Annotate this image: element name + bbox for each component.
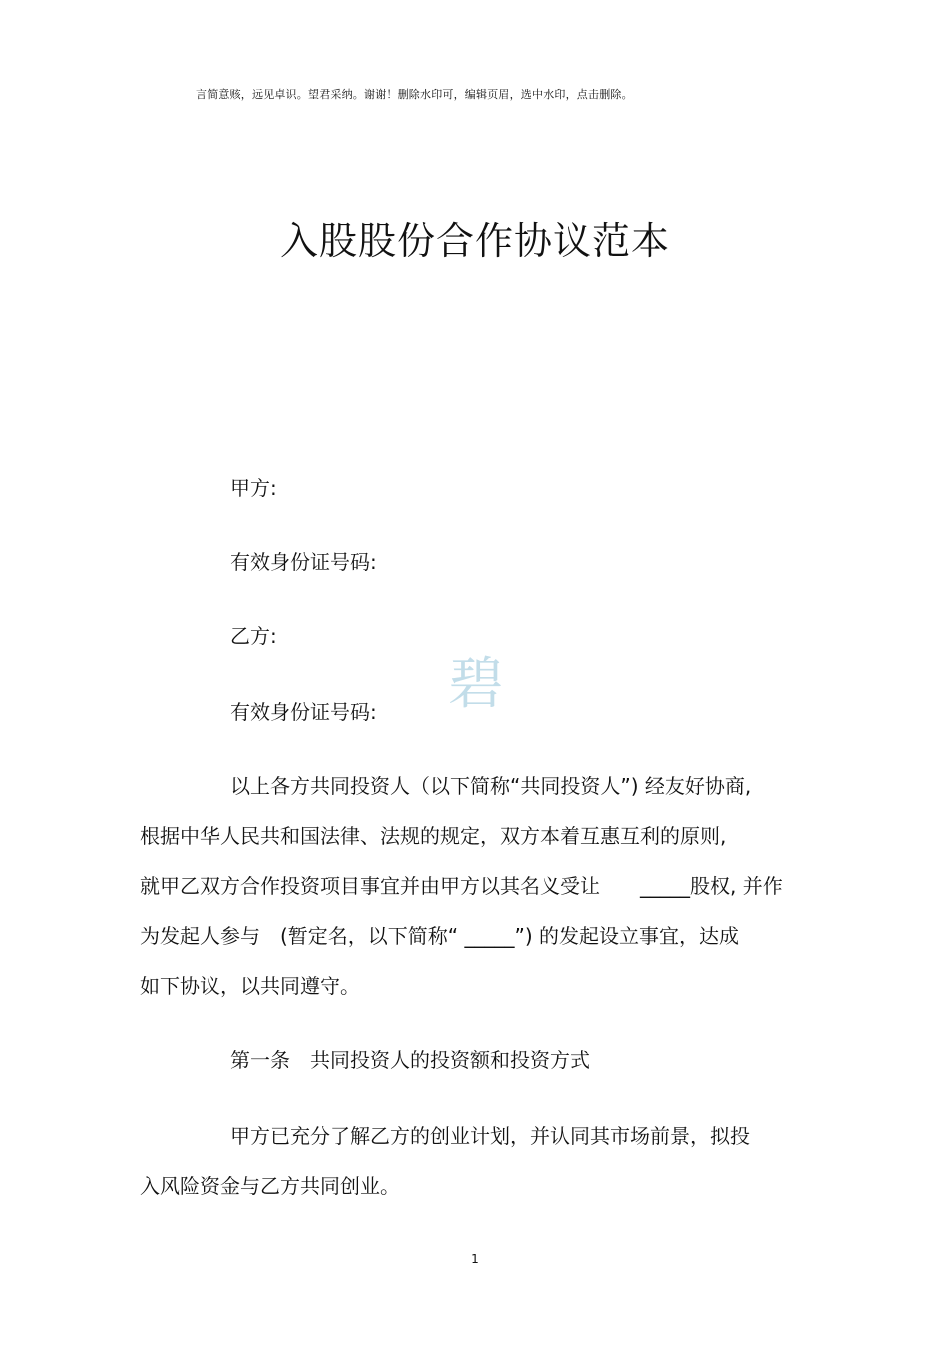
article-1-heading: 第一条 共同投资人的投资额和投资方式 bbox=[230, 1048, 590, 1072]
party-b-id-label: 有效身份证号码: bbox=[230, 700, 377, 724]
party-b-label: 乙方: bbox=[230, 624, 277, 648]
article-1-line-1: 甲方已充分了解乙方的创业计划，并认同其市场前景，拟投 bbox=[230, 1124, 750, 1148]
party-a-label: 甲方: bbox=[230, 476, 277, 500]
watermark: 碧 bbox=[448, 652, 504, 717]
header-note: 言简意赅，远见卓识。望君采纳。谢谢！删除水印可，编辑页眉，选中水印，点击删除。 bbox=[196, 88, 633, 101]
page-number: 1 bbox=[471, 1252, 479, 1266]
article-1-line-2: 入风险资金与乙方共同创业。 bbox=[140, 1174, 400, 1198]
preamble-line-1: 以上各方共同投资人（以下简称“共同投资人”) 经友好协商, bbox=[230, 774, 752, 798]
preamble-line-4: 为发起人参与 (暂定名，以下简称“ _____”) 的发起设立事宜，达成 bbox=[140, 924, 740, 948]
party-a-id-label: 有效身份证号码: bbox=[230, 550, 377, 574]
document-title: 入股股份合作协议范本 bbox=[279, 219, 670, 263]
preamble-line-3: 就甲乙双方合作投资项目事宜并由甲方以其名义受让 _____股权, 并作 bbox=[140, 874, 783, 898]
preamble-line-5: 如下协议，以共同遵守。 bbox=[140, 974, 360, 998]
preamble-line-2: 根据中华人民共和国法律、法规的规定，双方本着互惠互利的原则, bbox=[140, 824, 727, 848]
